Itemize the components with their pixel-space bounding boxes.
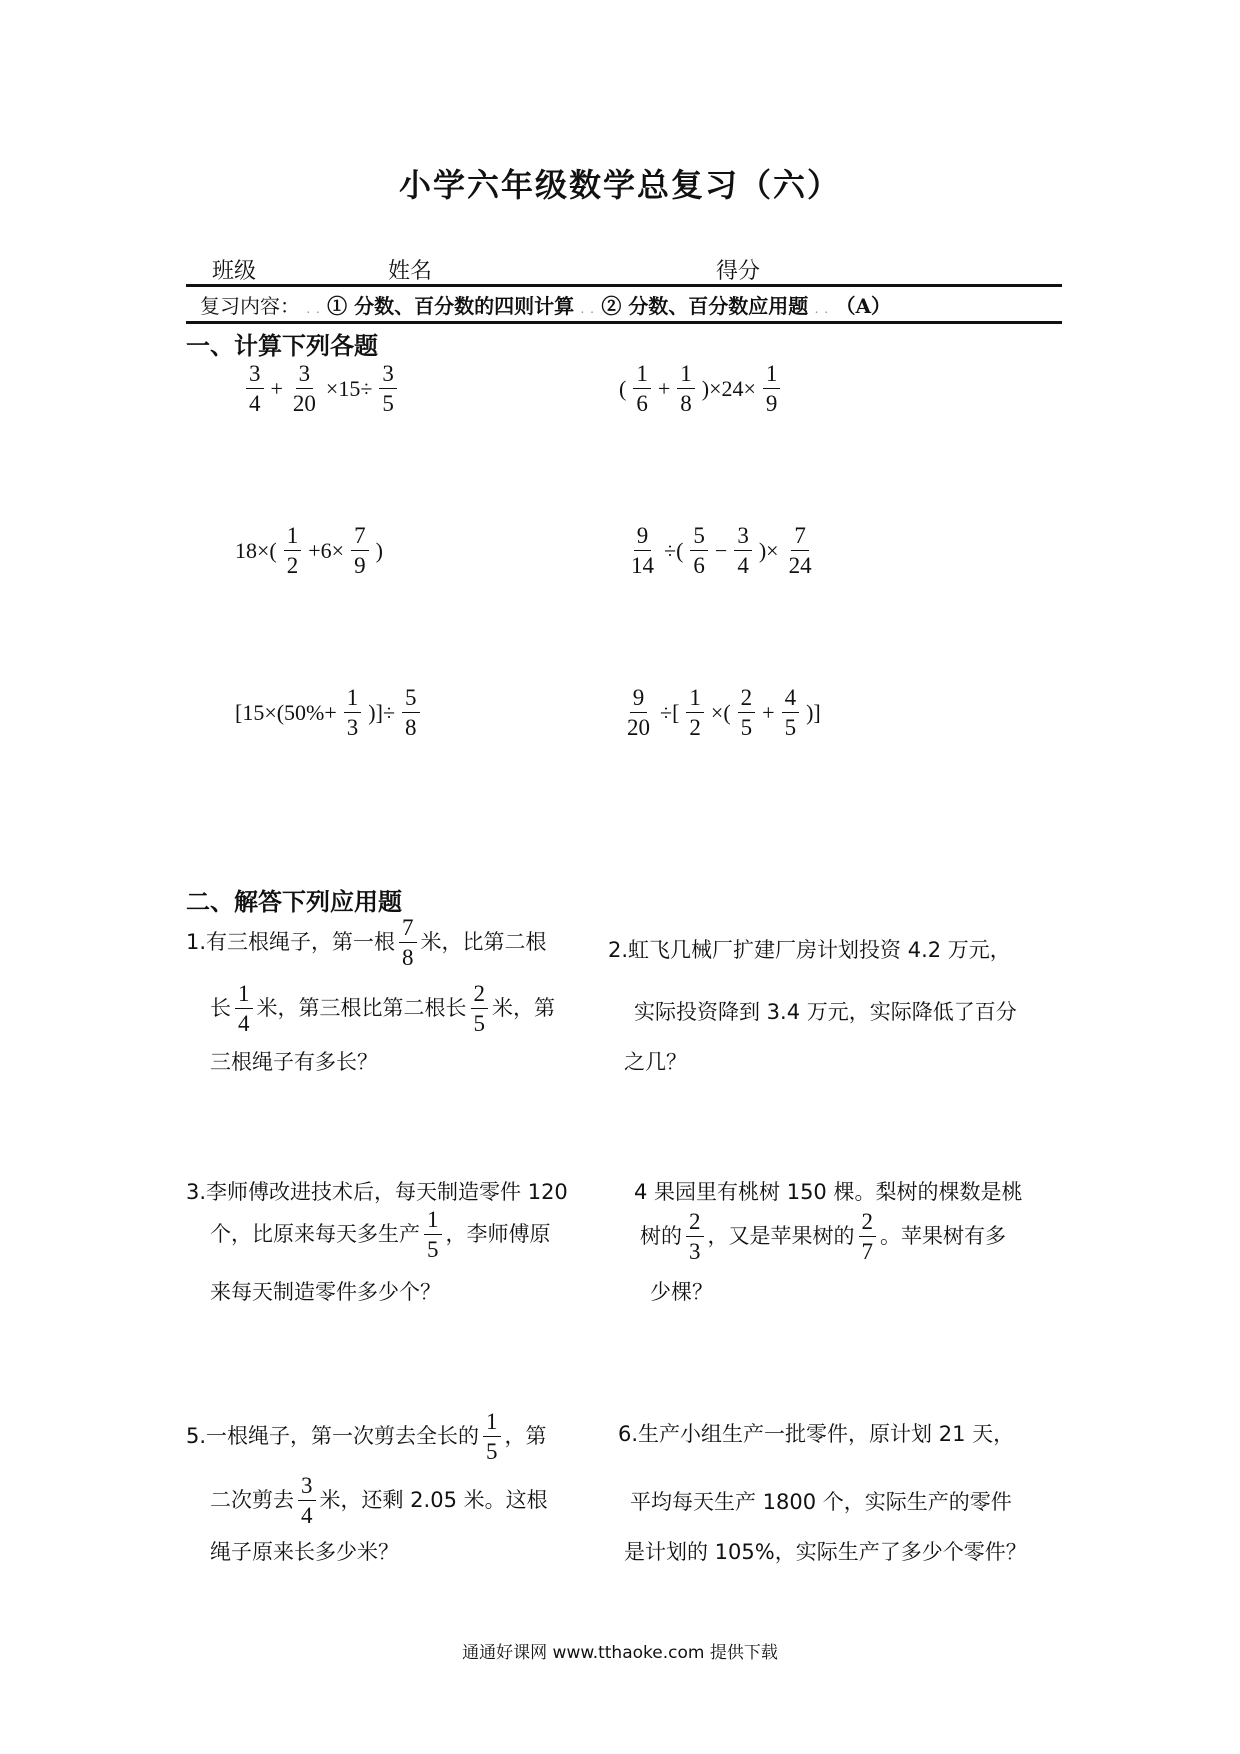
numerator: 2 [471,982,489,1009]
name-blank[interactable] [434,260,576,285]
problem-4-line-2 [640,1210,1006,1263]
denominator: 2 [286,553,299,578]
fraction [686,686,704,739]
numerator: 1 [424,1208,442,1235]
denominator: 3 [346,715,359,740]
denominator: 20 [627,715,650,740]
denominator: 5 [784,715,797,740]
review-item-1: ① 分数、百分数的四则计算 [327,294,575,318]
fraction [624,686,653,739]
numerator: 1 [344,686,362,713]
problem-text: ，李师傅原 [445,1222,551,1246]
fraction [734,524,752,577]
fraction [424,1208,442,1261]
fraction [686,1210,704,1263]
problem-6-line-3: 是计划的 105%，实际生产了多少个零件？ [624,1540,1027,1564]
numerator: 7 [351,524,369,551]
denominator: 4 [249,391,261,416]
numerator: 7 [399,916,417,943]
problem-2-line-3: 之几？ [624,1050,687,1074]
problem-3-line-2 [210,1208,551,1261]
denominator: 8 [402,945,414,970]
problem-text: 米，第三根比第二根长 [256,996,467,1020]
numerator: 3 [298,1474,316,1501]
operator-text: ÷( [664,537,684,563]
numerator: 7 [791,524,809,551]
problem-text: 长 [210,996,231,1020]
fraction [399,916,417,969]
numerator: 2 [859,1210,877,1237]
score-blank[interactable] [762,260,880,285]
denominator: 5 [740,715,753,740]
denominator: 6 [636,391,648,416]
operator-text: )] [806,699,821,725]
review-content [200,290,891,319]
fraction [235,982,253,1035]
operator-text: ×15÷ [325,375,373,401]
fraction [677,362,695,415]
fraction [690,524,708,577]
operator-text: ) [375,537,383,563]
operator-text: ×( [710,699,731,725]
denominator: 8 [680,391,692,416]
name-label: 姓名 [388,259,433,284]
problem-1-line-2 [210,982,555,1035]
numerator: 1 [633,362,651,389]
fraction [290,362,319,415]
numerator: 1 [235,982,253,1009]
fraction [628,524,657,577]
review-dots: . . [306,302,321,316]
calc-expression-3 [232,524,386,577]
operator-text: 18×( [235,537,277,563]
denominator: 6 [693,553,705,578]
fraction [284,524,302,577]
operator-text: +6× [308,537,345,563]
calc-expression-5 [232,686,424,739]
fraction [763,362,781,415]
denominator: 24 [788,553,812,578]
operator-text: [15×(50%+ [235,699,337,725]
problem-5-line-2 [210,1474,548,1527]
name-field [388,254,576,285]
review-item-2: ② 分数、百分数应用题 [601,294,809,318]
problem-1-line-3: 三根绳子有多长？ [210,1050,378,1074]
denominator: 2 [689,715,701,740]
fraction [246,362,264,415]
score-field [716,254,880,285]
operator-text: )× [758,537,779,563]
problem-text: ，第 [504,1424,547,1448]
score-label: 得分 [716,259,761,284]
page-title: 小学六年级数学总复习（六） [398,166,841,204]
fraction [471,982,489,1035]
denominator: 3 [689,1239,701,1264]
problem-2-line-2: 实际投资降到 3.4 万元，实际降低了百分 [634,1000,1017,1024]
problem-3-line-1: 3.李师傅改进技术后，每天制造零件 120 [186,1180,568,1204]
denominator: 5 [427,1237,439,1262]
problem-text: 5.一根绳子，第一次剪去全长的 [186,1424,480,1448]
fraction [633,362,651,415]
review-dots: . . [580,302,595,316]
denominator: 5 [486,1439,498,1464]
numerator: 1 [677,362,695,389]
fraction [782,686,800,739]
denominator: 4 [238,1011,250,1036]
problem-5-line-3: 绳子原来长多少米？ [210,1540,399,1564]
problem-text: 个，比原来每天多生产 [210,1222,420,1246]
problem-text: 米，第 [492,996,555,1020]
problem-6-line-2: 平均每天生产 1800 个，实际生产的零件 [630,1490,1012,1514]
numerator: 2 [738,686,756,713]
operator-text: )]÷ [368,699,396,725]
calc-expression-6 [620,686,824,739]
numerator: 3 [379,362,397,389]
operator-text: )×24× [701,375,756,401]
problem-5-line-1 [186,1410,547,1463]
denominator: 4 [737,553,749,578]
header-rule-top [186,284,1062,287]
problem-text: ，又是苹果树的 [707,1224,855,1248]
numerator: 5 [690,524,708,551]
review-suffix: （A） [835,294,891,318]
operator-text: ÷[ [660,699,680,725]
section-2-heading: 二、解答下列应用题 [186,888,402,916]
problem-3-line-3: 来每天制造零件多少个？ [210,1280,441,1304]
header-rule-bottom [186,321,1062,324]
problem-text: 1.有三根绳子，第一根 [186,930,396,954]
denominator: 7 [861,1239,873,1264]
numerator: 9 [630,686,648,713]
problem-text: 米，比第二根 [420,930,547,954]
problem-6-line-1: 6.生产小组生产一批零件，原计划 21 天， [618,1422,1015,1446]
operator-text: + [270,375,283,401]
fraction [351,524,369,577]
operator-text: + [657,375,671,401]
problem-text: 。苹果树有多 [880,1224,1006,1248]
numerator: 9 [634,524,652,551]
class-field [212,254,342,285]
problem-4-line-1: 4 果园里有桃树 150 棵。梨树的棵数是桃 [634,1180,1023,1204]
fraction [402,686,420,739]
numerator: 3 [246,362,264,389]
numerator: 1 [686,686,704,713]
calc-expression-2 [616,362,784,415]
fraction [786,524,815,577]
calc-expression-4 [624,524,819,577]
problem-text: 米，还剩 2.05 米。这根 [319,1488,548,1512]
denominator: 4 [301,1503,313,1528]
denominator: 5 [473,1011,485,1036]
denominator: 9 [354,553,366,578]
numerator: 4 [782,686,800,713]
problem-text: 二次剪去 [210,1488,294,1512]
fraction [738,686,756,739]
numerator: 1 [284,524,302,551]
fraction [859,1210,877,1263]
numerator: 3 [296,362,314,389]
problem-1-line-1 [186,916,547,969]
calc-expression-1 [242,362,401,415]
class-label: 班级 [212,259,257,284]
numerator: 1 [763,362,781,389]
problem-2-line-1: 2.虹飞几械厂扩建厂房计划投资 4.2 万元， [608,938,1011,962]
review-dots: . . [814,302,830,316]
numerator: 2 [686,1210,704,1237]
numerator: 5 [402,686,420,713]
problem-text: 树的 [640,1224,682,1248]
fraction [379,362,397,415]
class-blank[interactable] [258,260,342,285]
footer-credit: 通通好课网 www.tthaoke.com 提供下载 [462,1643,778,1663]
review-label: 复习内容： [200,294,300,318]
operator-text: ( [619,375,627,401]
denominator: 9 [765,391,778,416]
numerator: 1 [483,1410,501,1437]
denominator: 5 [382,391,394,416]
fraction [298,1474,316,1527]
section-1-heading: 一、计算下列各题 [186,332,378,360]
problem-4-line-3: 少棵？ [650,1280,713,1304]
operator-text: + [762,699,775,725]
fraction [344,686,362,739]
fraction [483,1410,501,1463]
operator-text: − [714,537,728,563]
denominator: 14 [631,553,654,578]
denominator: 20 [292,391,316,416]
denominator: 8 [405,715,417,740]
numerator: 3 [734,524,752,551]
